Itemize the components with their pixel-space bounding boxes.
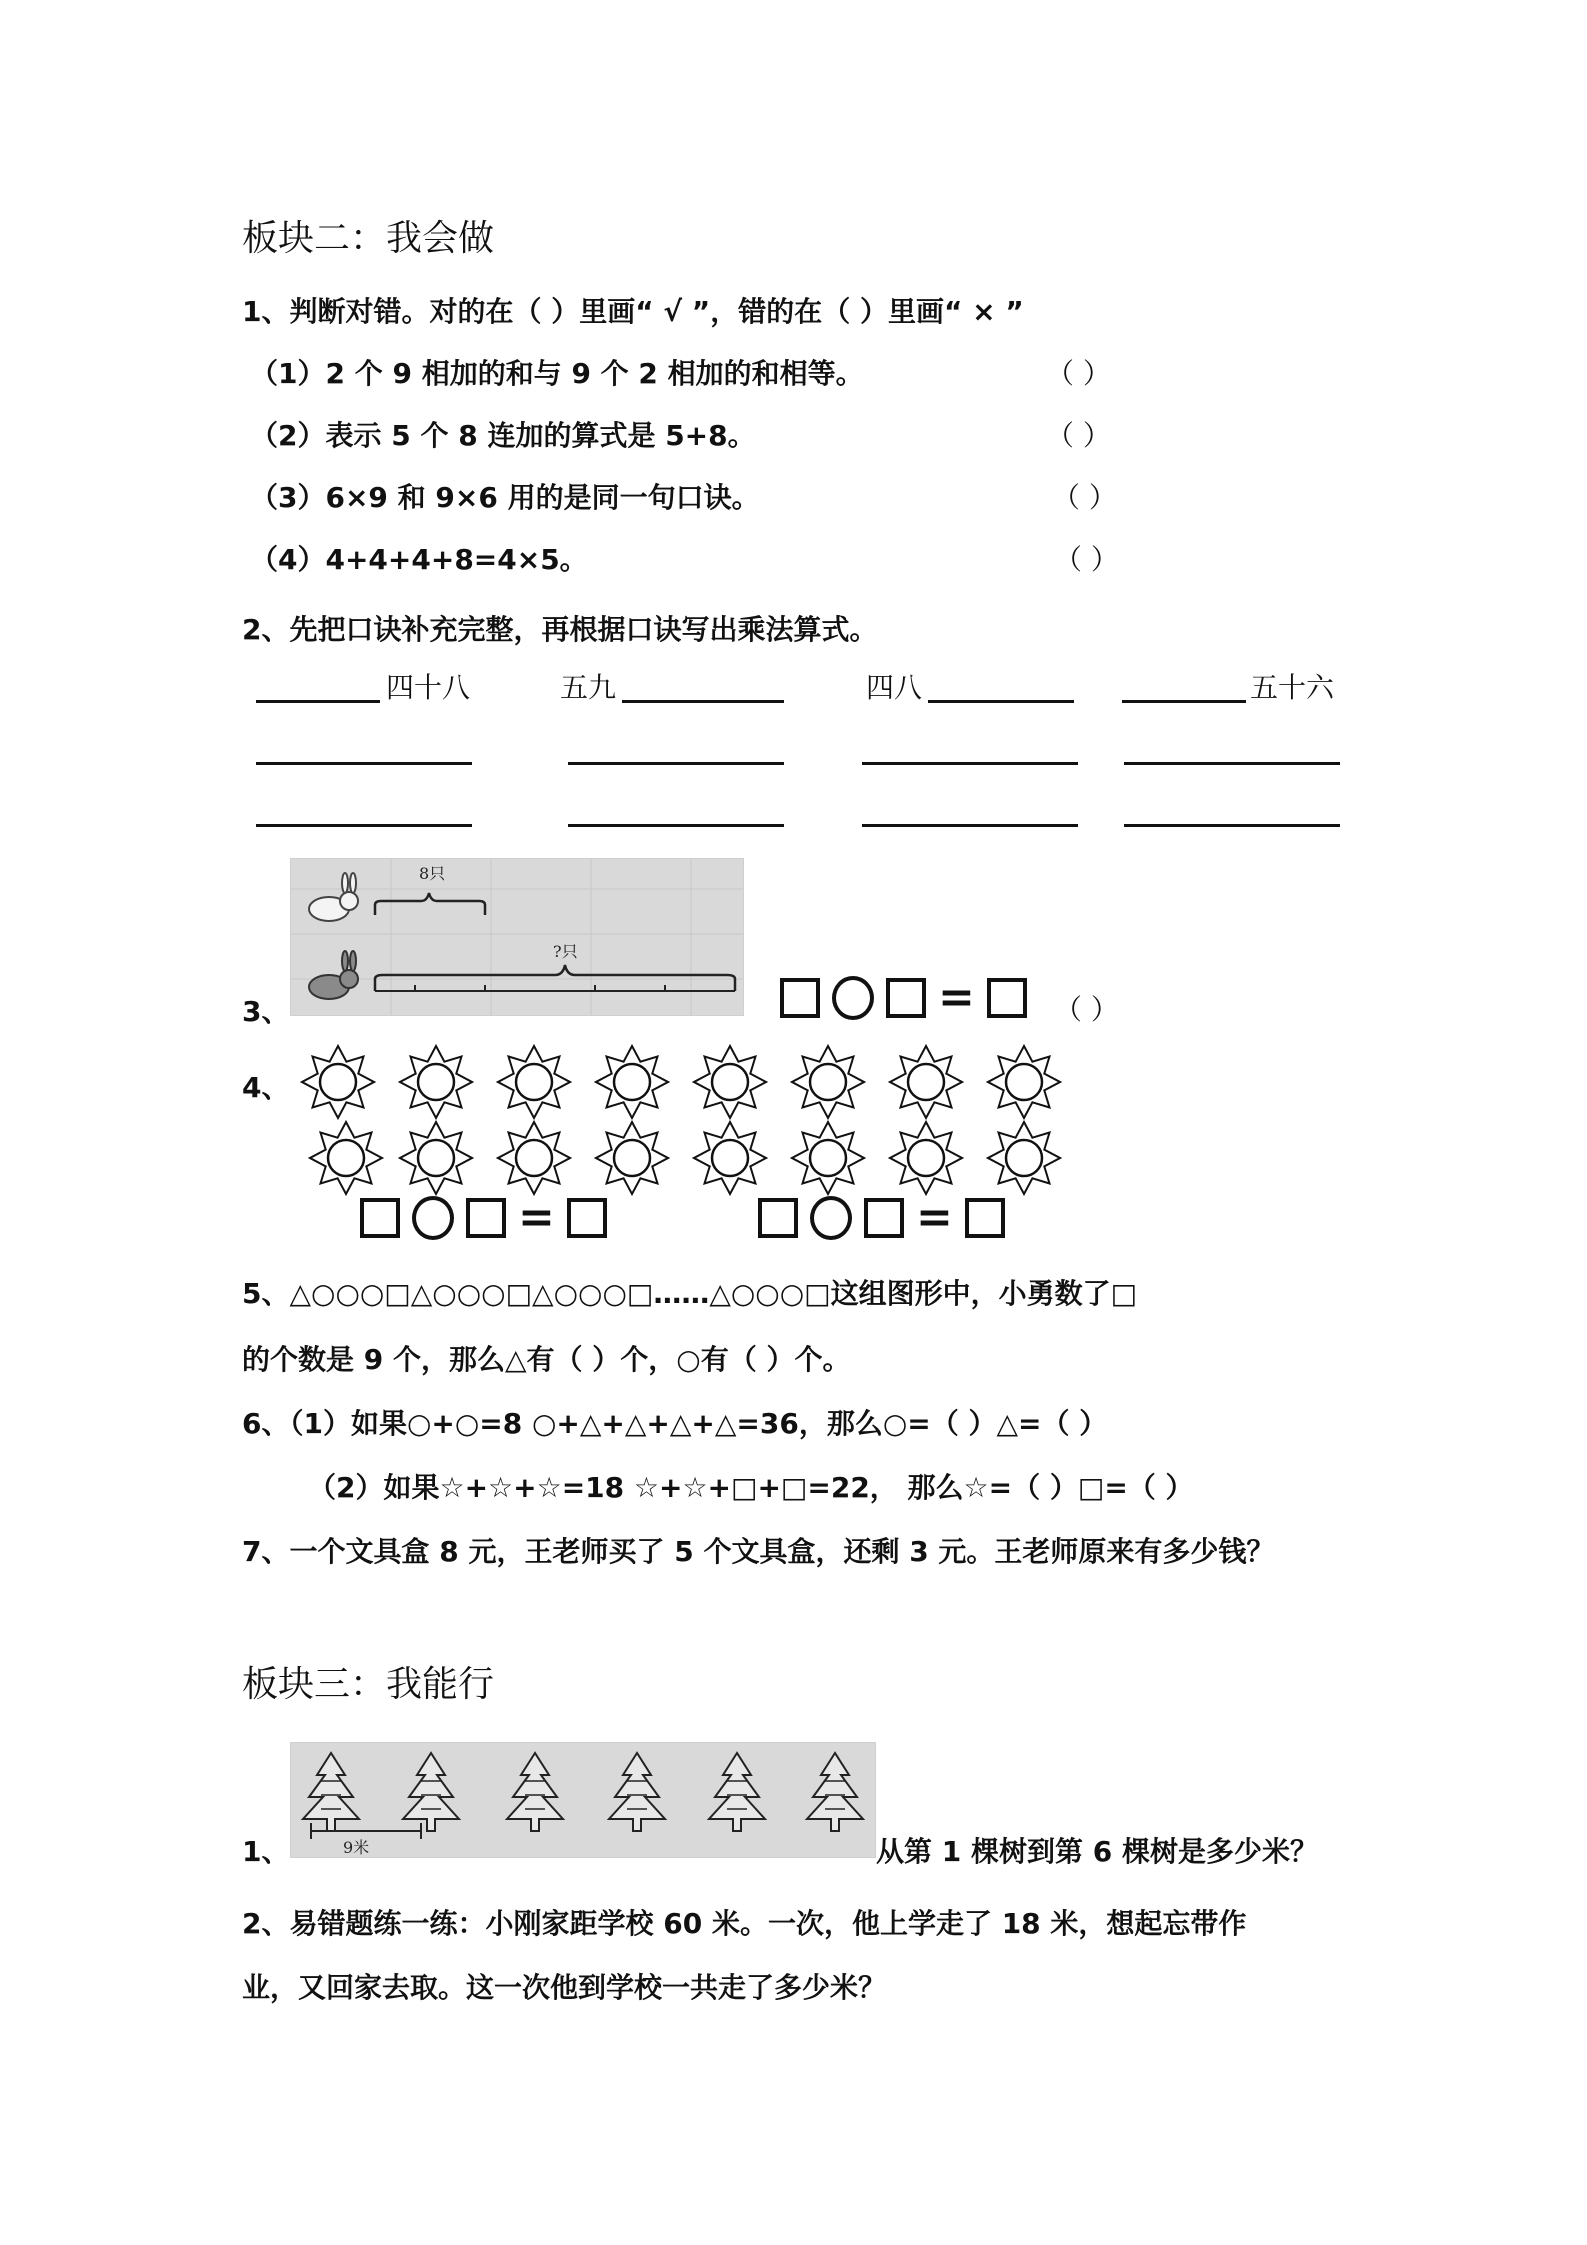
tree-icon [507,1753,563,1831]
equation-square-blank[interactable] [567,1198,607,1238]
sun-icon [308,1120,384,1196]
rabbit-icon [309,873,358,921]
label-unknown: ?只 [553,942,578,961]
tree-icon [303,1753,359,1831]
q2-answer-line[interactable] [256,762,472,765]
tree-icon [403,1753,459,1831]
equals-sign: = [916,1192,953,1243]
equals-sign: = [518,1192,555,1243]
q2-rhyme-4: 五十六 [1250,671,1335,704]
q2-answer-line[interactable] [1124,762,1340,765]
distance-label: 9米 [343,1838,370,1857]
equals-sign: = [938,972,975,1023]
q2-rhyme-2: 五九 [560,671,617,704]
q4-number: 4、 [242,1071,290,1104]
tree-icon [807,1753,863,1831]
equation-square-blank[interactable] [360,1198,400,1238]
q1-answer-paren-2[interactable]: （ ） [1046,419,1111,452]
q6-line-2: （2）如果☆+☆+☆=18 ☆+☆+□+□=22， 那么☆=（ ）□=（ ） [308,1471,1194,1504]
q1-item-4: （4）4+4+4+8=4×5。 [250,543,588,576]
sun-icon [986,1044,1062,1120]
rabbit-icon [309,951,358,999]
sun-icon [986,1120,1062,1196]
sun-icon [496,1120,572,1196]
q6-line-1: 6、（1）如果○+○=8 ○+△+△+△+△=36，那么○=（ ）△=（ ） [242,1407,1108,1440]
q2-answer-line[interactable] [1124,824,1340,827]
equation-square-blank[interactable] [987,978,1027,1018]
q2-rhyme-1: 四十八 [386,671,471,704]
equation-square-blank[interactable] [780,978,820,1018]
q4-equation-template-2 [758,1192,1005,1243]
q2-blank-rhyme-4[interactable] [1122,700,1246,703]
equation-square-blank[interactable] [886,978,926,1018]
q3-number: 3、 [242,995,290,1028]
sun-icon [496,1044,572,1120]
q2-answer-line[interactable] [862,762,1078,765]
q1-answer-paren-4[interactable]: （ ） [1054,543,1119,576]
sun-icon [594,1044,670,1120]
q2-answer-line[interactable] [256,824,472,827]
section3-title: 板块三：我能行 [242,1664,495,1705]
equation-square-blank[interactable] [864,1198,904,1238]
trees-diagram [291,1743,875,1857]
tree-icon [609,1753,665,1831]
sun-icon [398,1044,474,1120]
sun-icon [790,1120,866,1196]
q3-equation-template [780,972,1027,1023]
q2-blank-rhyme-3[interactable] [928,700,1074,703]
sun-icon [300,1044,376,1120]
q5-line-2: 的个数是 9 个，那么△有（ ）个，○有（ ）个。 [242,1343,851,1376]
brace-bottom [375,965,735,991]
equation-square-blank[interactable] [466,1198,506,1238]
q2-answer-line[interactable] [862,824,1078,827]
sun-icon [594,1120,670,1196]
q2-rhyme-3: 四八 [866,671,923,704]
q2-answer-line[interactable] [568,762,784,765]
q1-item-1: （1）2 个 9 相加的和与 9 个 2 相加的和相等。 [250,357,864,390]
q2-answer-line[interactable] [568,824,784,827]
q1-item-2: （2）表示 5 个 8 连加的算式是 5+8。 [250,419,756,452]
equation-circle-blank[interactable] [810,1196,852,1240]
q5-line-1: 5、△○○○□△○○○□△○○○□……△○○○□这组图形中，小勇数了□ [242,1277,1138,1310]
s3-q2-line-1: 2、易错题练一练：小刚家距学校 60 米。一次，他上学走了 18 米，想起忘带作 [242,1907,1247,1940]
q4-equation-template-1 [360,1192,607,1243]
sun-icon [888,1120,964,1196]
rabbits-picture [290,858,744,1016]
q2-stem: 2、先把口诀补充完整，再根据口诀写出乘法算式。 [242,613,878,646]
sun-icon [888,1044,964,1120]
equation-square-blank[interactable] [758,1198,798,1238]
rabbits-diagram [291,859,743,1015]
q2-blank-rhyme-1[interactable] [256,700,380,703]
sun-icon [790,1044,866,1120]
q1-answer-paren-1[interactable]: （ ） [1046,357,1111,390]
equation-square-blank[interactable] [965,1198,1005,1238]
q1-answer-paren-3[interactable]: （ ） [1052,481,1117,514]
q1-stem: 1、判断对错。对的在（ ）里画“ √ ”，错的在（ ）里画“ × ” [242,295,1024,328]
q2-blank-rhyme-2[interactable] [622,700,784,703]
q7-text: 7、一个文具盒 8 元，王老师买了 5 个文具盒，还剩 3 元。王老师原来有多少钱？ [242,1535,1275,1568]
s3-q2-line-2: 业，又回家去取。这一次他到学校一共走了多少米？ [242,1971,887,2004]
s3-q1-text: 从第 1 棵树到第 6 棵树是多少米？ [876,1835,1318,1868]
sun-icon [692,1044,768,1120]
sun-icon [398,1120,474,1196]
sun-icon [692,1120,768,1196]
label-8: 8只 [419,864,446,883]
q3-answer-paren[interactable]: （ ） [1054,993,1119,1026]
q1-item-3: （3）6×9 和 9×6 用的是同一句口诀。 [250,481,760,514]
tree-icon [709,1753,765,1831]
equation-circle-blank[interactable] [412,1196,454,1240]
trees-picture [290,1742,876,1858]
s3-q1-number: 1、 [242,1835,290,1868]
section2-title: 板块二：我会做 [242,218,495,259]
equation-circle-blank[interactable] [832,976,874,1020]
